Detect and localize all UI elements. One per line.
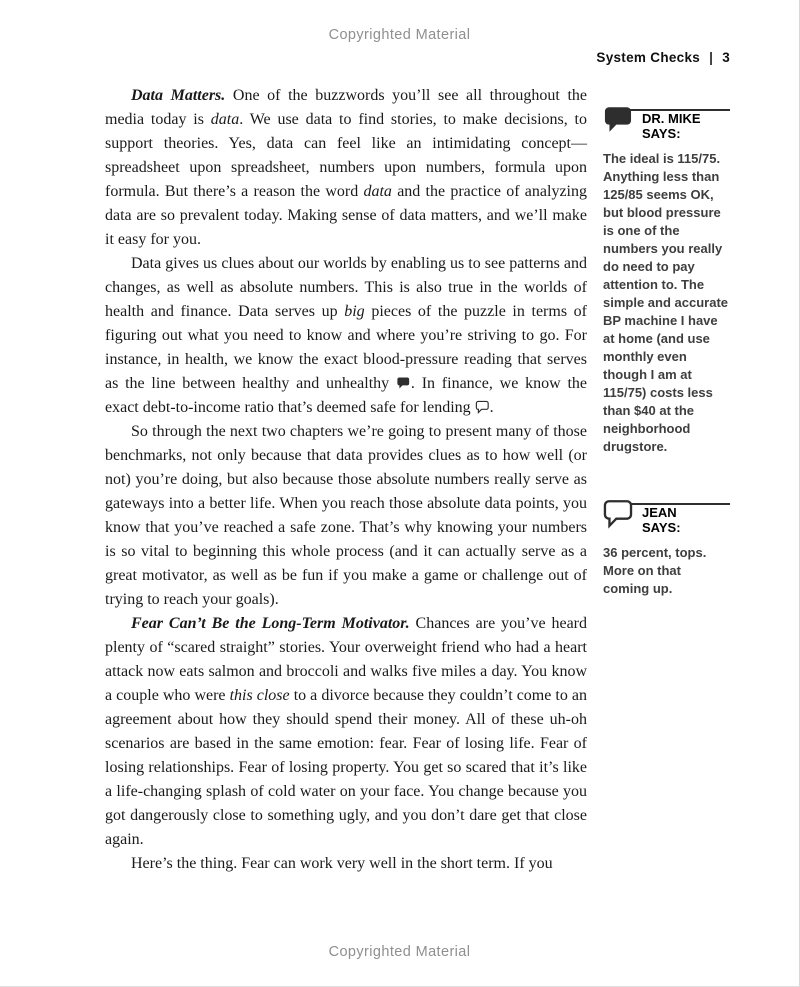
- paragraph: [105, 612, 587, 852]
- text-segment: pieces of the puzzle in terms of figuring out what you need to know and where you’re striving to go. For instance, in health, we know the exact blood-pressure reading that serves as the line between healthy and unhealthy: [105, 303, 588, 392]
- speech-bubble-outline-icon: [475, 400, 490, 414]
- header-separator: |: [709, 50, 714, 65]
- text-segment: Data Matters.: [131, 87, 226, 104]
- speech-bubble-filled-icon: [603, 104, 634, 135]
- paragraph: [105, 852, 587, 876]
- note-body: 36 percent, tops. More on that coming up.: [603, 545, 707, 596]
- body-paragraphs: [105, 84, 587, 876]
- text-segment: and the practice of analyzing data are so prevalent today. Making sense of data matters, and we’ll make it easy for you.: [105, 183, 588, 248]
- text-segment: data: [363, 183, 392, 200]
- text-segment: Fear Can’t Be the Long-Term Motivator.: [131, 615, 410, 632]
- chapter-title: System Checks: [596, 50, 701, 65]
- sidebar: [603, 84, 730, 598]
- text-segment: to a divorce because they couldn’t come to an agreement about how they should spend their money. All of these uh-oh scenarios are based in the same emotion: fear. Fear of losing life. Fear of losing relationships. Fear of losing property. You get so scared that it’s like a life-changing splash of cold water on your face. You change because you got dangerously close to something ugly, and you don’t dare get that close again.: [105, 687, 588, 848]
- copyright-notice-bottom: Copyrighted Material: [328, 944, 471, 960]
- paragraph: [105, 420, 587, 612]
- sidebar-note-dr-mike: [603, 104, 730, 456]
- speech-bubble-outline-icon: [603, 498, 634, 529]
- page-header: [596, 50, 730, 65]
- text-segment: . In finance, we know the exact debt-to-income ratio that’s deemed safe for lending: [105, 375, 587, 416]
- note-header: [603, 498, 730, 535]
- note-body: The ideal is 115/75. Anything less than 125/85 seems OK, but blood pressure is one of the numbers you really do need to pay attention to. The simple and accurate BP machine I have at home (and use monthly even though I am at 115/75) costs less than $40 at the neighborhood drugstore.: [603, 151, 728, 454]
- paragraph: [105, 84, 587, 252]
- text-segment: big: [344, 303, 365, 320]
- note-speaker: DR. MIKE SAYS:: [642, 111, 701, 141]
- text-segment: this close: [229, 687, 290, 704]
- page-content: [105, 84, 730, 876]
- text-segment: So through the next two chapters we’re going to present many of those benchmarks, not only because that data provides clues as to how well (or not) you’re doing, but also because those absolute numbers really serve as gateways into a better life. When you reach those absolute data points, you know that you’ve reached a safe zone. That’s why knowing your numbers is so vital to beginning this whole process (and it can actually serve as a great motivator, as well as be fun if you make a game or challenge out of trying to reach your goals).: [105, 423, 587, 608]
- text-segment: Here’s the thing. Fear can work very well in the short term. If you: [131, 855, 553, 872]
- page-number: 3: [722, 50, 730, 65]
- paragraph: [105, 252, 587, 420]
- text-segment: One of the buzzwords you’ll see all throughout the media today is: [105, 87, 588, 128]
- sidebar-note-jean: [603, 498, 730, 598]
- copyright-notice-top: Copyrighted Material: [328, 27, 471, 43]
- speech-bubble-filled-icon: [396, 376, 411, 390]
- text-segment: . We use data to find stories, to make decisions, to support theories. Yes, data can feel like an intimidating concept—spreadsheet upon spreadsheet, numbers upon numbers, formula upon formula. But there’s a reason the word: [105, 111, 588, 200]
- text-segment: Data gives us clues about our worlds by enabling us to see patterns and changes, as well as absolute numbers. This is also true in the worlds of health and finance. Data serves up: [105, 255, 587, 320]
- text-segment: Chances are you’ve heard plenty of “scared straight” stories. Your overweight friend who had a heart attack now eats salmon and broccoli and walks five miles a day. You know a couple who were: [105, 615, 587, 704]
- note-speaker: JEAN SAYS:: [642, 505, 681, 535]
- note-header: [603, 104, 730, 141]
- text-segment: .: [489, 399, 494, 416]
- text-segment: data: [210, 111, 240, 128]
